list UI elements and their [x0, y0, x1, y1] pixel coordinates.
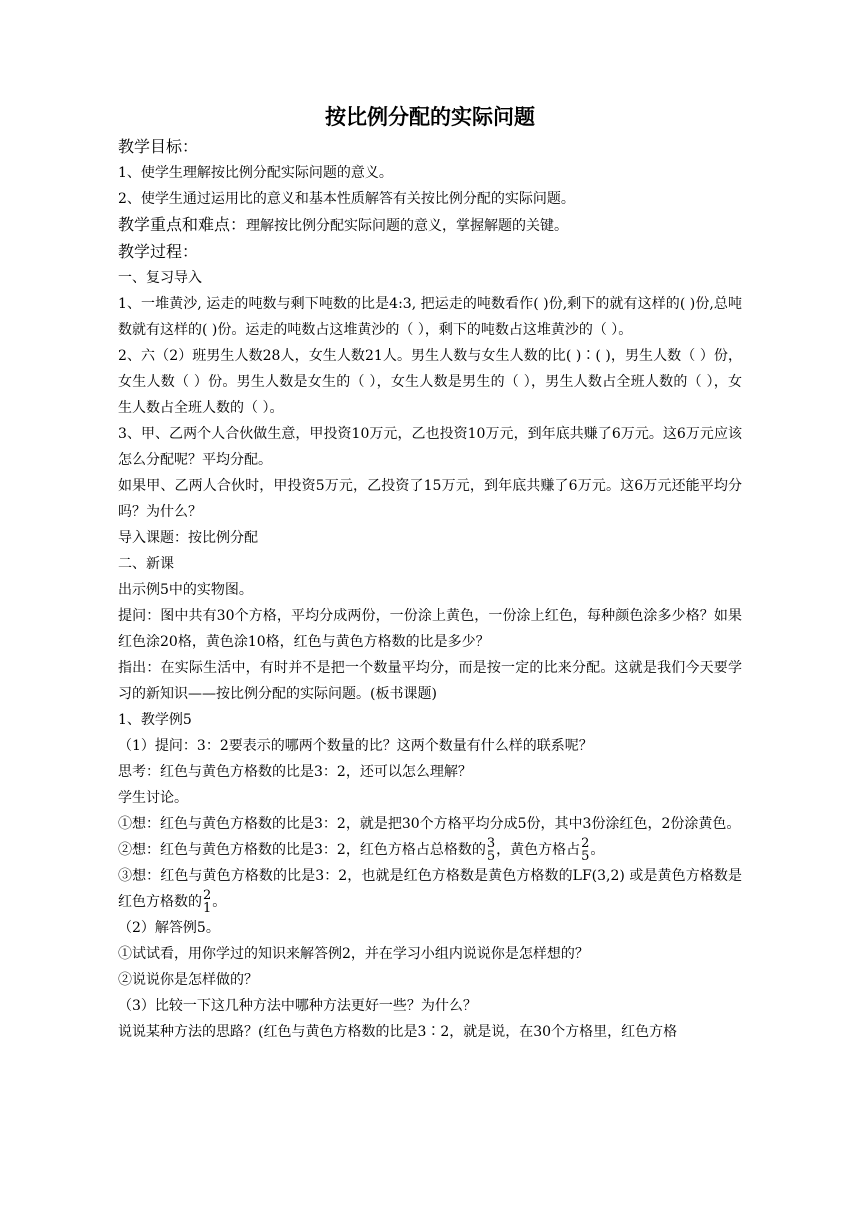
paragraph: 指出：在实际生活中，有时并不是把一个数量平均分，而是按一定的比来分配。这就是我们今天要学习的新知识——按比例分配的实际问题。(板书课题)	[118, 660, 742, 702]
paragraph: 导入课题：按比例分配	[118, 530, 258, 546]
paragraph: 出示例5中的实物图。	[118, 582, 253, 598]
fraction-numerator: 2	[203, 888, 212, 903]
heading-goal: 教学目标：	[118, 137, 199, 156]
key-text: 理解按比例分配实际问题的意义，掌握解题的关键。	[246, 218, 569, 234]
paragraph: ①想：红色与黄色方格数的比是3：2，就是把30个方格平均分成5份，其中3份涂红色，2份涂黄色。	[118, 816, 741, 832]
paragraph: （1）提问：3：2要表示的哪两个数量的比？这两个数量有什么样的联系呢？	[118, 738, 593, 754]
heading-process: 教学过程：	[118, 242, 199, 261]
fraction	[581, 837, 589, 863]
section-review: 一、复习导入	[118, 270, 202, 286]
fraction-denominator: 1	[203, 901, 212, 916]
document-body	[118, 134, 742, 1045]
paragraph: 2、六（2）班男生人数28人，女生人数21人。男生人数与女生人数的比( )∶( )，男生人数（ ）份，女生人数（ ）份。男生人数是女生的（ ），女生人数是男生的（ ），男生人数占全班人数的（ ），女生人数占全班人数的（ ）。	[118, 348, 742, 416]
paragraph: ①试试看，用你学过的知识来解答例2，并在学习小组内说说你是怎样想的？	[118, 946, 589, 962]
fraction-numerator: 2	[581, 836, 590, 851]
paragraph: （2）解答例5。	[118, 920, 220, 936]
paragraph: 说说某种方法的思路？(红色与黄色方格数的比是3∶2，就是说，在30个方格里，红色方格	[118, 1024, 678, 1040]
text-run: 。	[590, 842, 605, 858]
page-title: 按比例分配的实际问题	[325, 105, 535, 129]
heading-key: 教学重点和难点：	[118, 215, 247, 234]
fraction-denominator: 5	[581, 849, 590, 864]
fraction-numerator: 3	[486, 836, 496, 851]
paragraph: 如果甲、乙两人合伙时，甲投资5万元，乙投资了15万元，到年底共赚了6万元。这6万元还能平均分吗？为什么？	[118, 478, 742, 520]
section-new-lesson: 二、新课	[118, 556, 174, 572]
goal-2: 2、使学生通过运用比的意义和基本性质解答有关按比例分配的实际问题。	[118, 191, 575, 207]
fraction	[203, 889, 211, 915]
text-run: 。	[212, 894, 227, 910]
paragraph: 3、甲、乙两个人合伙做生意，甲投资10万元，乙也投资10万元，到年底共赚了6万元。这6万元应该怎么分配呢？平均分配。	[118, 426, 742, 468]
paragraph: 学生讨论。	[118, 790, 188, 806]
paragraph: 1、一堆黄沙, 运走的吨数与剩下吨数的比是4:3, 把运走的吨数看作( )份,剩下的就有这样的( )份,总吨数就有这样的( )份。运走的吨数占这堆黄沙的（ ），剩下的吨数占这堆黄沙的（ ）。	[118, 296, 742, 338]
fraction-denominator: 5	[486, 849, 496, 864]
fraction	[487, 837, 495, 863]
paragraph: 1、教学例5	[118, 712, 192, 728]
paragraph-with-fractions	[118, 863, 742, 915]
paragraph: 提问：图中共有30个方格，平均分成两份，一份涂上黄色，一份涂上红色，每种颜色涂多少格？如果红色涂20格，黄色涂10格，红色与黄色方格数的比是多少？	[118, 608, 742, 650]
goal-1: 1、使学生理解按比例分配实际问题的意义。	[118, 165, 393, 181]
paragraph: （3）比较一下这几种方法中哪种方法更好一些？为什么？	[118, 998, 477, 1014]
paragraph: ②说说你是怎样做的？	[118, 972, 258, 988]
text-run: ③想：红色与黄色方格数的比是3：2，也就是红色方格数是黄色方格数的LF(3,2) 或是黄色方格数是红色方格数的	[118, 868, 742, 910]
text-run: ②想：红色与黄色方格数的比是3：2，红色方格占总格数的	[118, 842, 486, 858]
paragraph-with-fractions	[118, 837, 742, 863]
paragraph: 思考：红色与黄色方格数的比是3：2，还可以怎么理解？	[118, 764, 472, 780]
text-run: ，黄色方格占	[496, 842, 581, 858]
key-points	[118, 212, 742, 239]
